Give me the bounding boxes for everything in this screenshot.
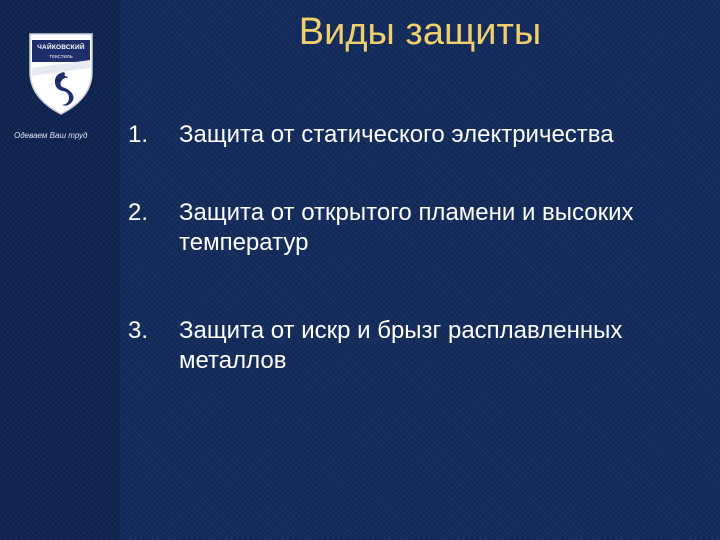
- slogan: Одеваем Ваш труд: [14, 131, 88, 140]
- list-item-text: Защита от искр и брызг расплавленных металлов: [179, 317, 623, 374]
- logo-name-text: ЧАЙКОВСКИЙ: [37, 44, 85, 51]
- logo-sub-text: ТЕКСТИЛЬ: [49, 54, 73, 59]
- sidebar: [0, 0, 120, 540]
- shield-icon: [26, 28, 96, 118]
- slide-title: Виды защиты: [298, 11, 542, 53]
- list-item-text: Защита от открытого пламени и высоких температур: [179, 199, 634, 256]
- list-item-text: Защита от статического электричества: [179, 121, 614, 148]
- list-item-number: 2.: [128, 199, 149, 226]
- list-item-number: 3.: [128, 317, 149, 344]
- list-item-number: 1.: [128, 121, 149, 148]
- company-logo: [26, 28, 96, 118]
